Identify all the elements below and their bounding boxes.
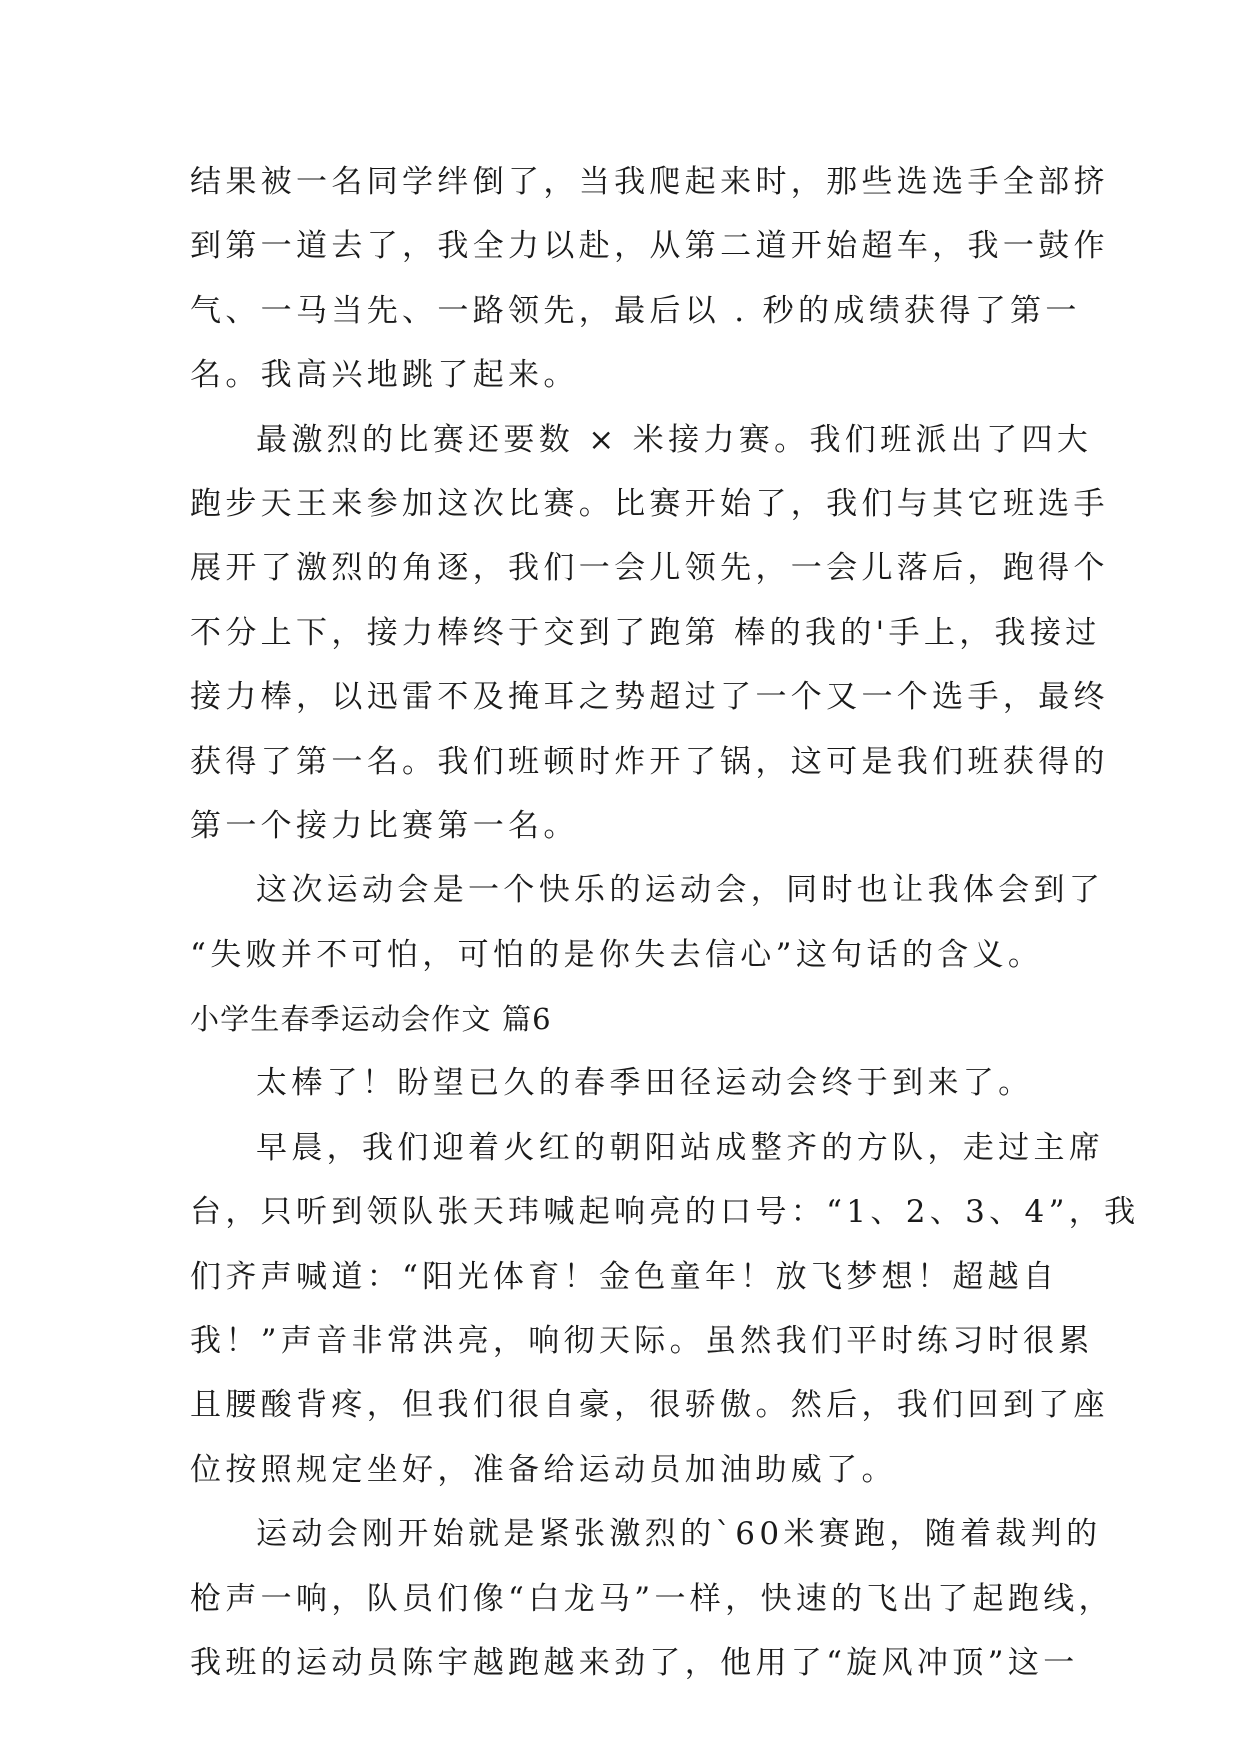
text-line: 太棒了！盼望已久的春季田径运动会终于到来了。 [256,1065,1034,1102]
text-line: 不分上下，接力棒终于交到了跑第 棒的我的'手上，我接过 [190,614,1101,651]
text-line: 名。我高兴地跳了起来。 [190,357,579,394]
text-line: 气、一马当先、一路领先，最后以 . 秒的成绩获得了第一 [190,292,1081,329]
text-line: 第一个接力比赛第一名。 [190,807,579,844]
text-line: “失败并不可怕，可怕的是你失去信心”这句话的含义。 [190,936,1044,973]
document-page [190,150,1140,1695]
text-line: 最激烈的比赛还要数 × 米接力赛。我们班派出了四大 [256,421,1093,458]
text-line: 获得了第一名。我们班顿时炸开了锅，这可是我们班获得的 [190,743,1109,780]
text-line: 接力棒，以迅雷不及掩耳之势超过了一个又一个选手，最终 [190,679,1109,716]
text-line: 枪声一响，队员们像“白龙马”一样，快速的飞出了起跑线， [190,1580,1114,1617]
text-line: 台，只听到领队张天玮喊起响亮的口号：“1、2、3、4”，我 [190,1194,1140,1231]
text-line: 位按照规定坐好，准备给运动员加油助威了。 [190,1451,897,1488]
text-line: 运动会刚开始就是紧张激烈的`60米赛跑，随着裁判的 [256,1516,1102,1553]
text-line: 到第一道去了，我全力以赴，从第二道开始超车，我一鼓作 [190,228,1109,265]
text-line: 跑步天王来参加这次比赛。比赛开始了，我们与其它班选手 [190,485,1109,522]
section-heading: 小学生春季运动会作文 篇6 [190,1002,552,1037]
text-line: 们齐声喊道：“阳光体育！金色童年！放飞梦想！超越自 [190,1258,1059,1295]
text-line: 展开了激烈的角逐，我们一会儿领先，一会儿落后，跑得个 [190,550,1109,587]
text-line: 且腰酸背疼，但我们很自豪，很骄傲。然后，我们回到了座 [190,1387,1109,1424]
text-line: 结果被一名同学绊倒了，当我爬起来时，那些选选手全部挤 [190,164,1109,200]
text-line: 早晨，我们迎着火红的朝阳站成整齐的方队，走过主席 [256,1129,1105,1166]
text-line: 我！”声音非常洪亮，响彻天际。虽然我们平时练习时很累 [190,1323,1094,1360]
text-line: 我班的运动员陈宇越跑越来劲了，他用了“旋风冲顶”这一 [190,1644,1079,1681]
text-line: 这次运动会是一个快乐的运动会，同时也让我体会到了 [256,872,1105,909]
